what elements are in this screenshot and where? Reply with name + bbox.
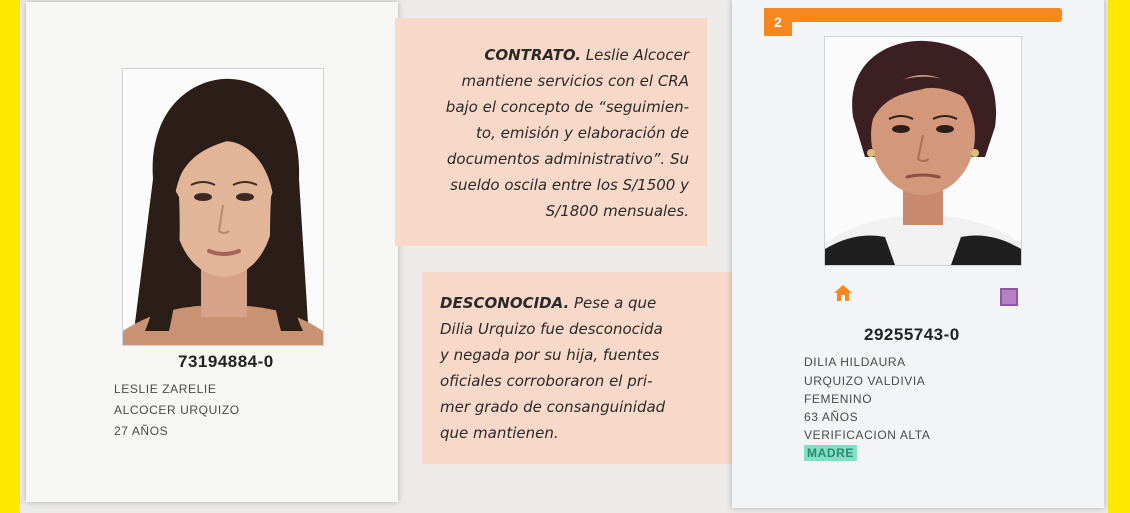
age-line: 27 AÑOS (114, 424, 169, 438)
surname-line: URQUIZO VALDIVIA (804, 374, 926, 388)
contrato-line: sueldo oscila entre los S/1500 y (450, 176, 689, 194)
portrait-older-woman (825, 37, 1021, 265)
name-line: LESLIE ZARELIE (114, 382, 217, 396)
desconocida-line: y negada por su hija, fuentes (440, 346, 660, 364)
id-card-leslie (26, 2, 398, 502)
id-card-dilia (732, 0, 1104, 508)
contrato-line: to, emisión y elaboración de (476, 124, 689, 142)
name-line: DILIA HILDAURA (804, 355, 906, 369)
surname-line: ALCOCER URQUIZO (114, 403, 240, 417)
id-photo-dilia (824, 36, 1022, 266)
desconocida-note (422, 272, 732, 464)
desconocida-line: mer grado de consanguinidad (440, 398, 666, 416)
verification-line: VERIFICACION ALTA (804, 428, 931, 442)
portrait-young-woman (123, 69, 323, 345)
gender-line: FEMENINO (804, 392, 873, 406)
contrato-heading: CONTRATO. (484, 46, 581, 64)
contrato-line: mantiene servicios con el CRA (461, 72, 689, 90)
card-header-bar (764, 8, 1062, 22)
id-number: 73194884-0 (178, 352, 274, 371)
chip-icon (1000, 288, 1018, 306)
age-line: 63 AÑOS (804, 410, 859, 424)
contrato-line: Leslie Alcocer (585, 46, 689, 64)
desconocida-line: oficiales corroboraron el pri- (440, 372, 653, 390)
newspaper-page (20, 0, 1108, 513)
card-number-badge: 2 (764, 8, 792, 36)
desconocida-heading: DESCONOCIDA. (440, 294, 570, 312)
contrato-line: documentos administrativo”. Su (446, 150, 689, 168)
contrato-line: bajo el concepto de “seguimien- (445, 98, 689, 116)
home-icon (832, 282, 854, 304)
relation-badge: MADRE (804, 445, 857, 461)
id-photo-leslie (122, 68, 324, 346)
desconocida-line: que mantienen. (440, 424, 559, 442)
desconocida-line: Pese a que (573, 294, 657, 312)
id-number: 29255743-0 (864, 325, 960, 344)
contrato-note (395, 18, 707, 246)
contrato-line: S/1800 mensuales. (545, 202, 689, 220)
desconocida-line: Dilia Urquizo fue desconocida (440, 320, 663, 338)
